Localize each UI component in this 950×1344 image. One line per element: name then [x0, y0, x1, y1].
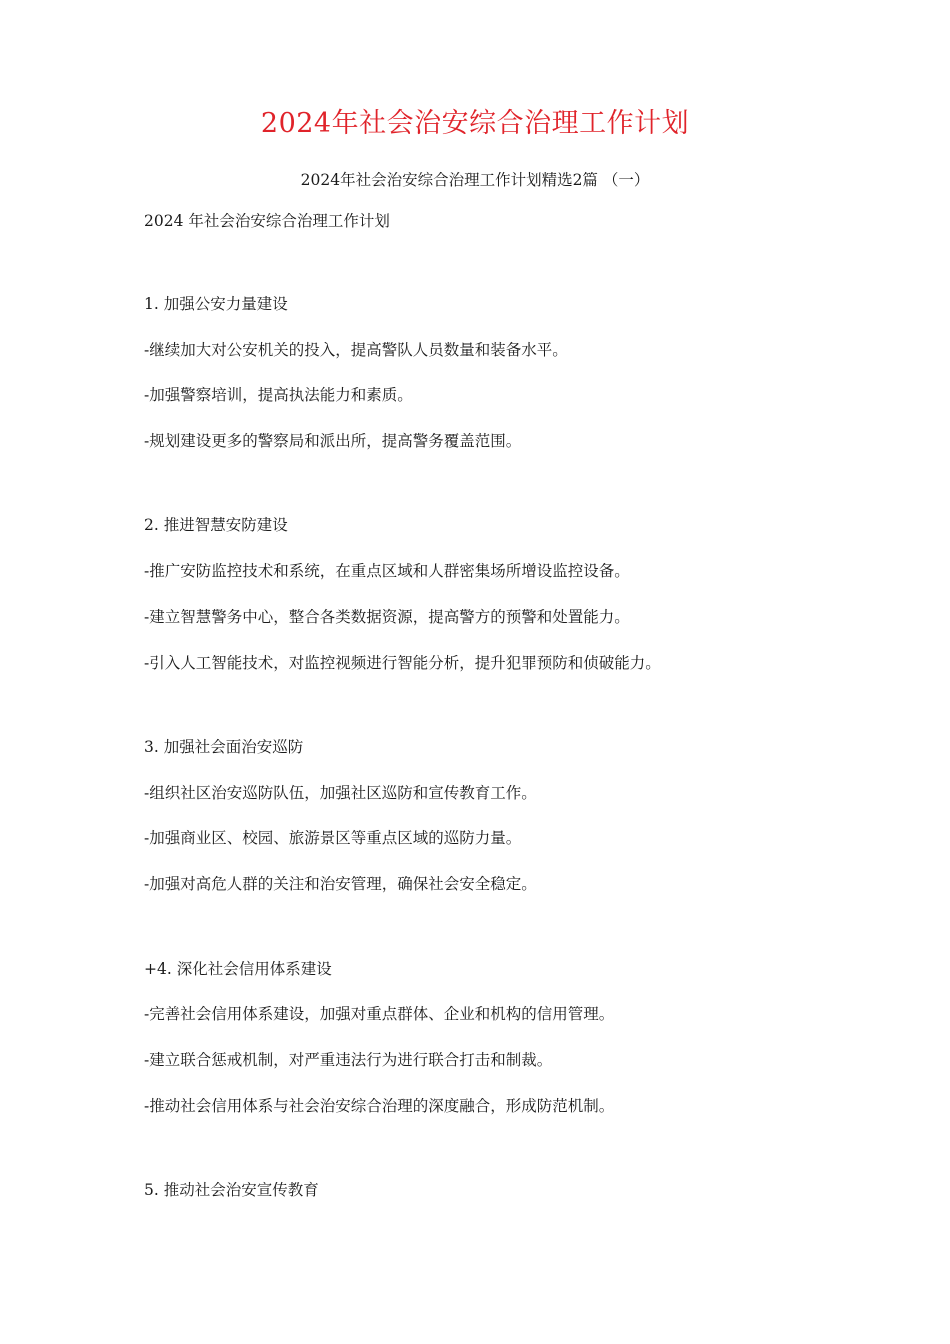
- list-item: -加强商业区、校园、旅游景区等重点区域的巡防力量。: [144, 829, 522, 847]
- section-heading: 1. 加强公安力量建设: [144, 295, 288, 313]
- document-title: 2024年社会治安综合治理工作计划: [260, 108, 690, 139]
- list-item: -引入人工智能技术，对监控视频进行智能分析，提升犯罪预防和侦破能力。: [144, 654, 661, 672]
- list-item: -加强对高危人群的关注和治安管理，确保社会安全稳定。: [144, 875, 537, 893]
- list-item: -组织社区治安巡防队伍，加强社区巡防和宣传教育工作。: [144, 784, 537, 802]
- section-heading: 5. 推动社会治安宣传教育: [144, 1181, 319, 1199]
- section-heading: 3. 加强社会面治安巡防: [144, 738, 304, 756]
- list-item: -完善社会信用体系建设，加强对重点群体、企业和机构的信用管理。: [144, 1005, 615, 1023]
- document-subtitle: 2024年社会治安综合治理工作计划精选2篇 （一）: [300, 171, 650, 189]
- list-item: -建立联合惩戒机制，对严重违法行为进行联合打击和制裁。: [144, 1051, 553, 1069]
- list-item: -规划建设更多的警察局和派出所，提高警务覆盖范围。: [144, 432, 522, 450]
- list-item: -推广安防监控技术和系统，在重点区域和人群密集场所增设监控设备。: [144, 562, 630, 580]
- list-item: -继续加大对公安机关的投入，提高警队人员数量和装备水平。: [144, 341, 568, 359]
- section-heading: +4. 深化社会信用体系建设: [144, 960, 332, 978]
- list-item: -加强警察培训，提高执法能力和素质。: [144, 386, 413, 404]
- section-heading: 2. 推进智慧安防建设: [144, 516, 288, 534]
- list-item: -推动社会信用体系与社会治安综合治理的深度融合，形成防范机制。: [144, 1097, 615, 1115]
- intro-line: 2024 年社会治安综合治理工作计划: [144, 212, 390, 230]
- list-item: -建立智慧警务中心，整合各类数据资源，提高警方的预警和处置能力。: [144, 608, 630, 626]
